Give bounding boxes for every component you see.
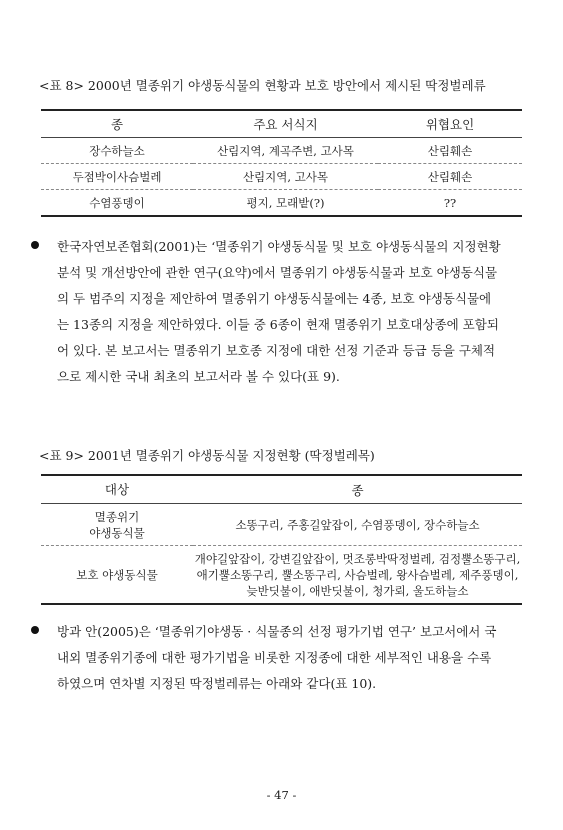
table9-category-line: 보호 야생동식물 xyxy=(76,567,158,582)
table8-cell: 산림훼손 xyxy=(427,169,473,184)
table9-category-line: 야생동식물 xyxy=(89,525,145,540)
table8-header-row xyxy=(41,110,522,138)
table9-species-line: 애기뿔소똥구리, 뿔소똥구리, 사슴벌레, 왕사슴벌레, 제주풍뎅이, xyxy=(196,567,519,582)
table9-species-line: 소똥구리, 주홍길앞잡이, 수염풍뎅이, 장수하늘소 xyxy=(235,517,480,532)
bullet-icon xyxy=(31,241,39,249)
table8-header-habitat: 주요 서식지 xyxy=(253,117,318,132)
table-row xyxy=(41,546,522,605)
bullet-icon xyxy=(31,626,39,634)
paragraph-line: 하였으며 연차별 지정된 딱정벌레류는 아래와 같다(표 10). xyxy=(57,676,377,691)
table-row xyxy=(41,138,522,164)
table9-category-cell xyxy=(41,504,193,546)
table9-category-cell xyxy=(41,546,193,605)
table9-header-row xyxy=(41,475,522,504)
paragraph-line: 어 있다. 본 보고서는 멸종위기 보호종 지정에 대한 선정 기준과 등급 등을 구체적 xyxy=(57,343,496,358)
table-row xyxy=(41,164,522,190)
table9-category-line: 멸종위기 xyxy=(94,509,140,524)
table8-cell: 산림훼손 xyxy=(427,143,473,158)
page-number: - 47 - xyxy=(266,788,297,802)
paragraph-line: 는 13종의 지정을 제안하였다. 이들 중 6종이 현재 멸종위기 보호대상종에 포함되 xyxy=(57,317,499,332)
paragraph-line: 한국자연보존협회(2001)는 ‘멸종위기 야생동식물 및 보호 야생동식물의 지정현황 xyxy=(57,239,501,254)
table8-header-threat: 위협요인 xyxy=(425,117,475,132)
table8-cell: 장수하늘소 xyxy=(89,143,145,158)
table8-cell: ?? xyxy=(443,195,457,210)
table8-cell: 두점박이사슴벌레 xyxy=(72,169,162,184)
table9-species-cell xyxy=(193,504,522,546)
table9-species-cell xyxy=(193,546,522,605)
table9-species-line: 늦반딧불이, 애반딧불이, 청가뢰, 울도하늘소 xyxy=(246,583,469,598)
table-8 xyxy=(41,109,522,217)
paragraph-2 xyxy=(31,619,531,697)
table8-header-species: 종 xyxy=(110,117,124,132)
paragraph-line: 의 두 범주의 지정을 제안하여 멸종위기 야생동식물에는 4종, 보호 야생동식물에 xyxy=(57,291,492,306)
table8-caption: <표 8> 2000년 멸종위기 야생동식물의 현황과 보호 방안에서 제시된 딱정벌레류 xyxy=(39,78,486,93)
paragraph-line: 내외 멸종위기종에 대한 평가기법을 비롯한 지정종에 대한 세부적인 내용을 수록 xyxy=(57,650,492,665)
paragraph-line: 으로 제시한 국내 최초의 보고서라 볼 수 있다(표 9). xyxy=(57,369,340,384)
table8-cell: 산림지역, 계곡주변, 고사목 xyxy=(217,143,354,158)
table8-cell: 산림지역, 고사목 xyxy=(242,169,329,184)
table9-header-category: 대상 xyxy=(104,481,130,497)
paragraph-line: 분석 및 개선방안에 관한 연구(요약)에서 멸종위기 야생동식물과 보호 야생동식물 xyxy=(57,265,498,280)
table-row xyxy=(41,190,522,217)
table8-cell: 수염풍뎅이 xyxy=(89,195,145,210)
table9-caption: <표 9> 2001년 멸종위기 야생동식물 지정현황 (딱정벌레목) xyxy=(39,448,375,463)
table-9 xyxy=(41,474,522,605)
table9-species-line: 개야길앞잡이, 강변길앞잡이, 멋조롱박딱정벌레, 검정뿔소똥구리, xyxy=(194,551,521,566)
paragraph-line: 방과 안(2005)은 ‘멸종위기야생동 · 식물종의 선정 평가기법 연구’ 보고서에서 국 xyxy=(57,624,497,639)
table-row xyxy=(41,504,522,546)
paragraph-1 xyxy=(31,234,531,390)
table8-cell: 평지, 모래밭(?) xyxy=(246,195,325,210)
table9-header-species: 종 xyxy=(351,482,364,498)
